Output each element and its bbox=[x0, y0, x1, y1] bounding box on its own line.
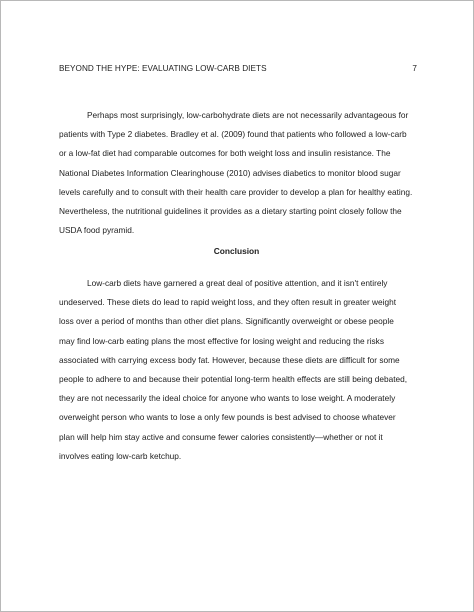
text-line: overweight person who wants to lose a only few pounds is best advised to choose whatever bbox=[59, 412, 396, 423]
text-line: Perhaps most surprisingly, low-carbohydrate diets are not necessarily advantageous for bbox=[87, 110, 409, 120]
text-line: or a low-fat diet had comparable outcomes for both weight loss and insulin resistance. The bbox=[59, 148, 391, 159]
paragraph-diabetes bbox=[59, 106, 414, 240]
text-line: National Diabetes Information Clearinghouse (2010) advises diabetics to monitor blood sugar bbox=[59, 167, 401, 178]
running-head bbox=[59, 62, 417, 76]
text-line: plan will help him stay active and consume fewer calories consistently—whether or not it bbox=[59, 431, 383, 442]
text-line: they are not necessarily the ideal choice for anyone who wants to lose weight. A moderately bbox=[59, 393, 396, 404]
text-line: Low-carb diets have garnered a great deal of positive attention, and it isn't entirely bbox=[87, 278, 388, 288]
page-number: 7 bbox=[412, 64, 417, 73]
text-line: associated with carrying excess body fat. However, because these diets are difficult for some bbox=[59, 354, 400, 365]
text-line: loss over a period of months than other diet plans. Significantly overweight or obese people bbox=[59, 316, 394, 327]
text-line: may find low-carb eating plans the most effective for losing weight and reducing the risks bbox=[59, 335, 384, 346]
text-line: patients with Type 2 diabetes. Bradley et al. (2009) found that patients who followed a low-carb bbox=[59, 129, 407, 140]
paragraph-conclusion bbox=[59, 274, 414, 466]
text-line: levels carefully and to consult with their health care provider to develop a plan for healthy eating. bbox=[59, 186, 413, 197]
text-line: Nevertheless, the nutritional guidelines it provides as a dietary starting point closely follow the bbox=[59, 206, 402, 217]
text-line: undeserved. These diets do lead to rapid weight loss, and they often result in greater weight bbox=[59, 297, 397, 308]
running-head-title: BEYOND THE HYPE: EVALUATING LOW-CARB DIETS bbox=[59, 64, 267, 73]
text-line: USDA food pyramid. bbox=[59, 225, 135, 236]
text-line: involves eating low-carb ketchup. bbox=[59, 450, 182, 461]
text-line: people to adhere to and because their potential long-term health effects are still being debated, bbox=[59, 374, 408, 385]
section-heading-conclusion: Conclusion bbox=[213, 246, 260, 256]
